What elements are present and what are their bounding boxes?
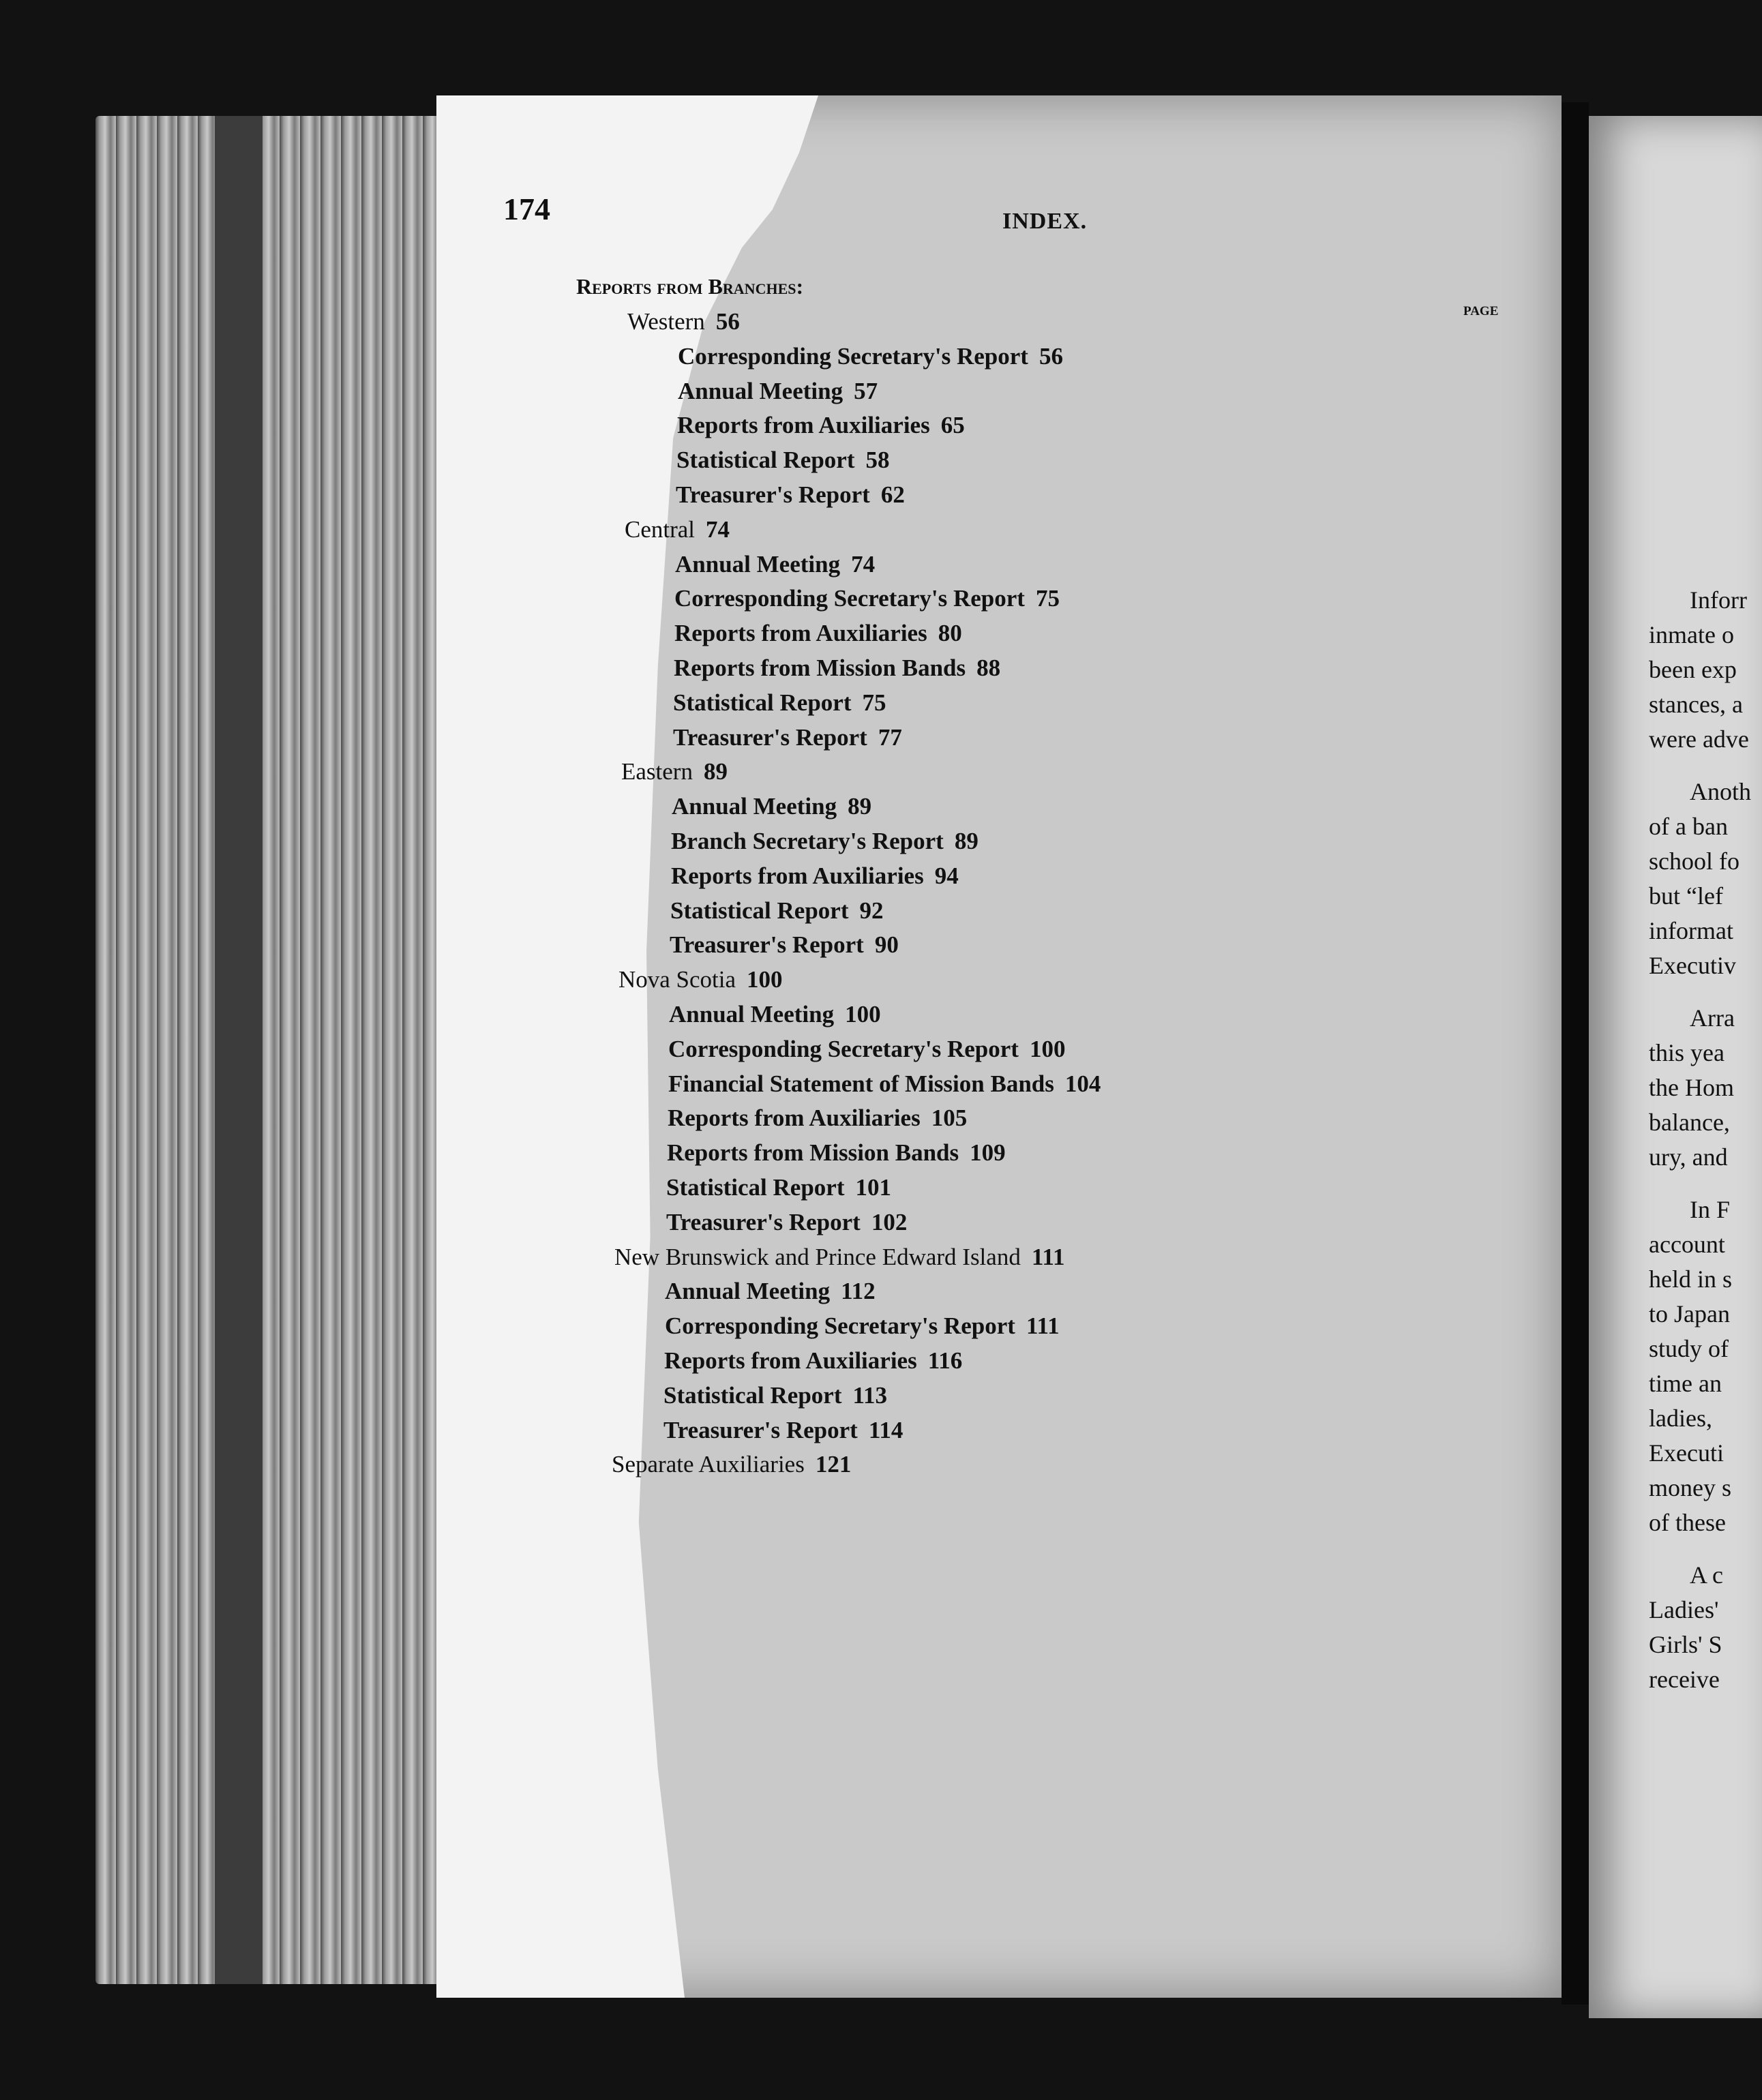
index-entry-label: Branch Secretary's Report (671, 828, 944, 854)
index-entry-label: Reports from Auxiliaries (664, 1347, 917, 1374)
index-entry-label: Corresponding Secretary's Report (665, 1312, 1015, 1340)
index-entry-page: 65 (940, 412, 965, 439)
facing-page-line: but “lef (1649, 882, 1723, 910)
page-number: 174 (503, 192, 550, 226)
facing-page-line: time an (1649, 1370, 1722, 1397)
facing-page-line: balance, (1649, 1109, 1730, 1136)
index-entry-label: Financial Statement of Mission Bands (668, 1070, 1054, 1097)
index-entry-page: 116 (927, 1347, 963, 1374)
facing-page-line: money s (1649, 1474, 1731, 1501)
index-entry-page: 57 (854, 377, 878, 404)
index-entry-label: Treasurer's Report (670, 931, 864, 959)
facing-page-paragraph (1649, 583, 1762, 757)
index-entry-label: Annual Meeting (678, 377, 843, 404)
index-entry-label: Statistical Report (673, 689, 852, 716)
index-entry-page: 90 (874, 931, 899, 959)
index-entry-label: Western (627, 308, 705, 335)
index-entry-label: Central (625, 515, 696, 543)
facing-page-line: Girls' S (1649, 1631, 1722, 1658)
facing-page-paragraph (1649, 775, 1762, 983)
index-entry-label: Treasurer's Report (673, 723, 867, 751)
index-entry-label: Treasurer's Report (676, 481, 870, 508)
facing-page-paragraph (1649, 1001, 1762, 1175)
index-entry-label: Reports from Auxiliaries (671, 862, 924, 889)
facing-page-line: of these (1649, 1509, 1726, 1536)
facing-page-paragraph (1649, 1192, 1762, 1540)
index-entry-page: 94 (934, 862, 959, 889)
index-entry-label: Statistical Report (670, 897, 849, 924)
facing-page-line: Arra (1690, 1004, 1735, 1032)
index-entry-page: 58 (865, 447, 890, 474)
facing-page-paragraph (1649, 1558, 1762, 1697)
index-entry-label: Corresponding Secretary's Report (668, 1035, 1019, 1062)
index-entry-page: 101 (855, 1174, 891, 1201)
index-entry-page: 111 (1026, 1312, 1060, 1340)
index-entry-page: 112 (841, 1278, 876, 1305)
book-page-edges (95, 116, 450, 1984)
index-entry-page: 109 (970, 1139, 1006, 1167)
facing-page-line: A c (1690, 1561, 1723, 1589)
index-entry-label: Statistical Report (666, 1174, 845, 1201)
index-entry-label: Annual Meeting (675, 550, 841, 578)
book-gutter (1562, 102, 1589, 2005)
section-heading: Reports from Branches: (576, 274, 804, 299)
running-head: INDEX. (1002, 209, 1088, 234)
index-entry-page: 114 (868, 1416, 904, 1443)
facing-page-line: Executi (1649, 1439, 1724, 1467)
index-entry-label: Treasurer's Report (663, 1416, 858, 1443)
index-entry-label: Annual Meeting (669, 1001, 835, 1028)
index-entry-page: 105 (931, 1105, 968, 1132)
index-entry-page: 113 (852, 1381, 888, 1409)
index-entry-label: Reports from Auxiliaries (677, 412, 930, 439)
index-entry-label: Reports from Mission Bands (667, 1139, 959, 1167)
facing-page-line: were adve (1649, 725, 1749, 753)
index-entry-page: 88 (976, 655, 1001, 681)
index-entry-label: Separate Auxiliaries (612, 1451, 805, 1478)
facing-page-line: the Hom (1649, 1074, 1734, 1101)
facing-page-line: Inforr (1690, 586, 1747, 614)
index-entry-page: 56 (1039, 342, 1063, 370)
index-entry-label: Treasurer's Report (666, 1208, 861, 1235)
facing-page-line: ury, and (1649, 1143, 1728, 1171)
index-entry-label: Reports from Mission Bands (674, 655, 966, 681)
facing-page-line: informat (1649, 917, 1733, 944)
index-entry-page: 62 (880, 481, 905, 508)
index-entry-label: Statistical Report (663, 1381, 842, 1409)
facing-page-line: held in s (1649, 1265, 1732, 1293)
facing-page-line: account (1649, 1231, 1725, 1258)
facing-page-line: Anoth (1690, 778, 1751, 805)
facing-page-line: this yea (1649, 1039, 1724, 1066)
index-entry-label: Reports from Auxiliaries (668, 1105, 921, 1132)
facing-page-line: stances, a (1649, 691, 1743, 718)
index-entry-page: 89 (703, 758, 728, 785)
facing-page-line: study of (1649, 1335, 1729, 1362)
index-entry-page: 80 (938, 620, 962, 647)
facing-page-line: inmate o (1649, 621, 1734, 648)
index-entry-page: 89 (954, 828, 979, 854)
facing-page-line: ladies, (1649, 1405, 1712, 1432)
index-entry-page: 92 (859, 897, 884, 924)
index-entry-page: 74 (851, 550, 876, 578)
page-column-label: PAGE (1463, 304, 1499, 318)
index-entry-label: Nova Scotia (618, 966, 736, 993)
index-entry-page: 100 (845, 1001, 881, 1028)
index-entry-page: 104 (1064, 1070, 1101, 1097)
index-entry-label: Annual Meeting (672, 793, 837, 820)
index-entry-page: 111 (1031, 1243, 1065, 1270)
facing-page-line: Ladies' (1649, 1596, 1719, 1623)
index-entry-label: Reports from Auxiliaries (674, 620, 927, 647)
index-entry-page: 75 (862, 689, 886, 716)
index-entry-page: 89 (848, 793, 872, 820)
index-entry-page: 75 (1035, 585, 1060, 612)
facing-page-line: Executiv (1649, 952, 1736, 979)
facing-page-line: receive (1649, 1666, 1720, 1693)
facing-page-line: In F (1690, 1196, 1731, 1223)
index-entry-page: 100 (747, 966, 783, 993)
index-entry-label: Corresponding Secretary's Report (678, 342, 1028, 370)
facing-page-line: school fo (1649, 847, 1739, 875)
facing-page-text (1649, 583, 1762, 1715)
index-entry-page: 100 (1029, 1035, 1066, 1062)
book-edge-shadow (215, 116, 263, 1984)
index-entry-label: Eastern (621, 758, 693, 785)
facing-page-line: been exp (1649, 656, 1737, 683)
facing-page-line: to Japan (1649, 1300, 1730, 1328)
index-entry-page: 102 (871, 1208, 908, 1235)
facing-page-line: of a ban (1649, 813, 1728, 840)
index-entry-label: New Brunswick and Prince Edward Island (614, 1243, 1021, 1270)
index-entry-page: 56 (715, 308, 740, 335)
index-entry-label: Corresponding Secretary's Report (674, 585, 1025, 612)
index-entry-label: Statistical Report (676, 447, 855, 474)
index-entry-page: 77 (878, 723, 902, 751)
index-entry-page: 121 (815, 1451, 852, 1478)
index-entry-label: Annual Meeting (665, 1278, 831, 1305)
index-entry-page: 74 (706, 515, 730, 543)
